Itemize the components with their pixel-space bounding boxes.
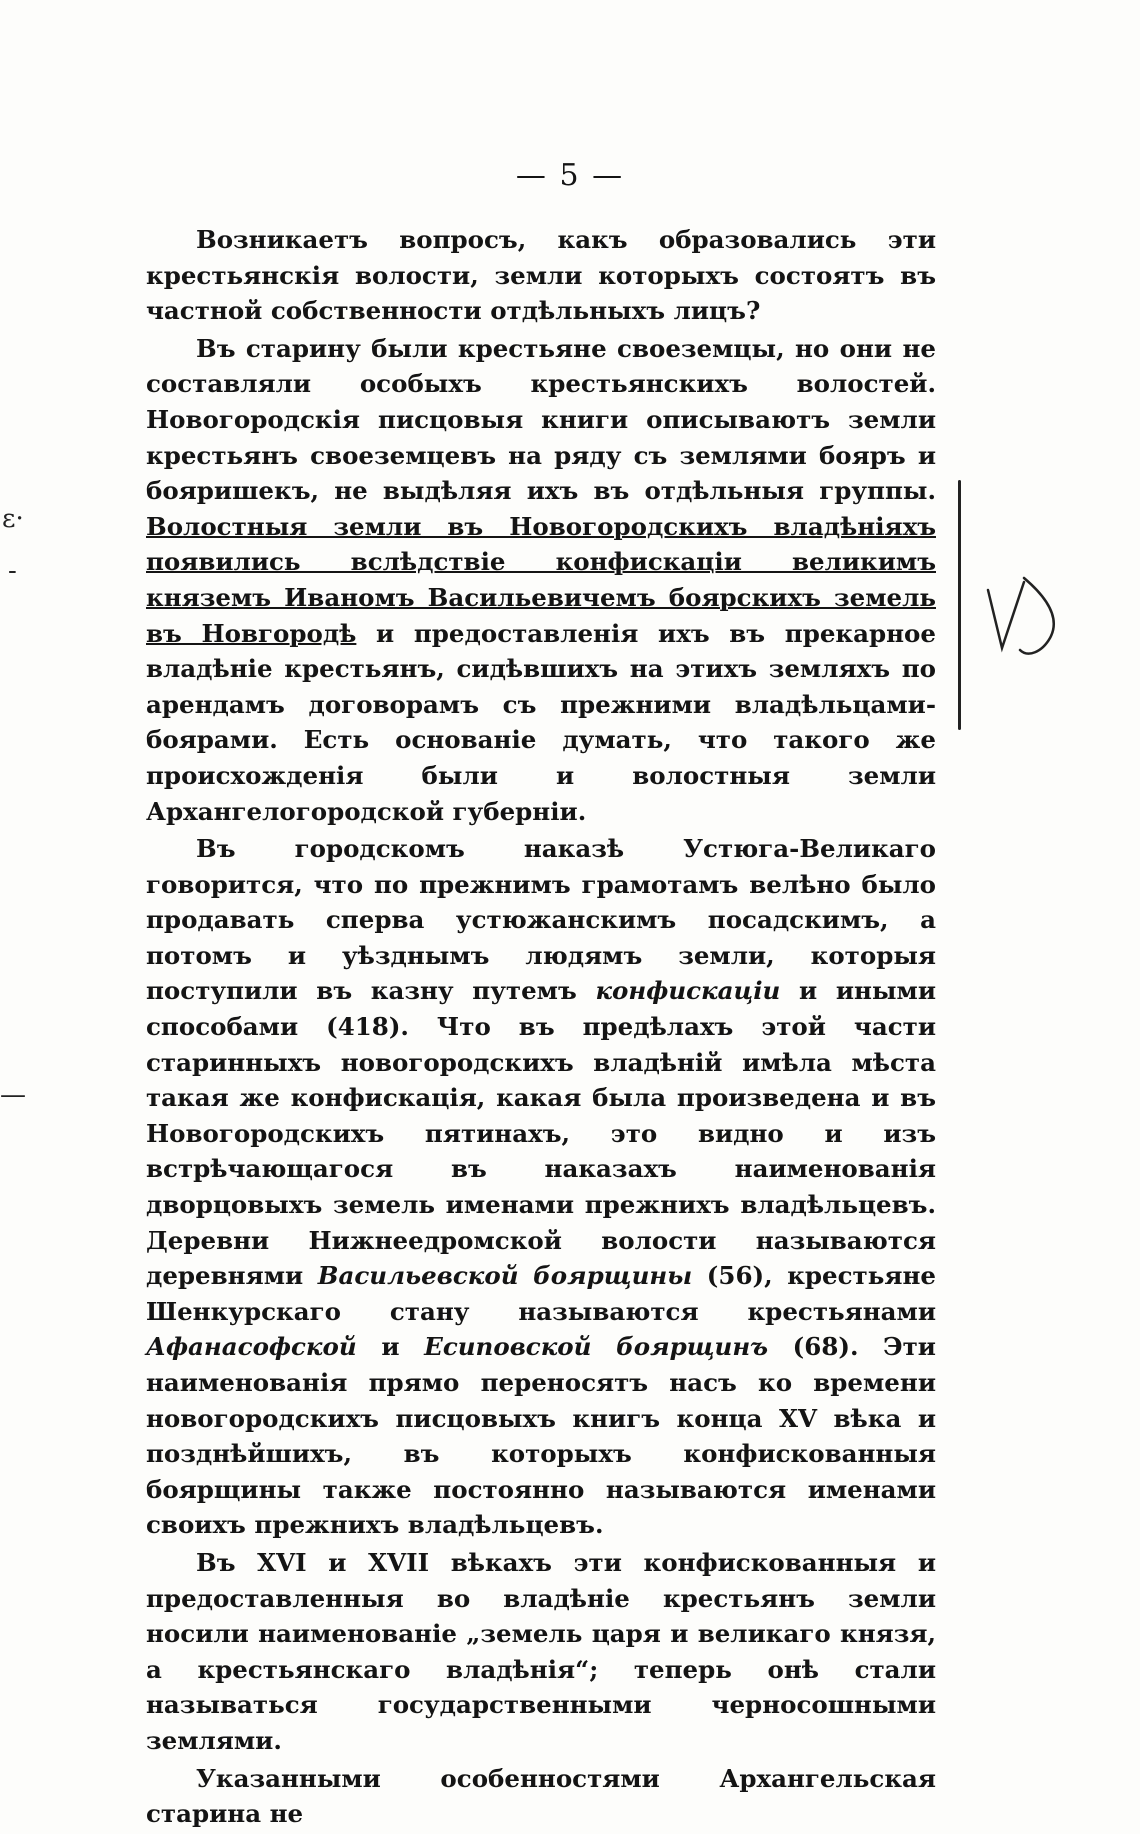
text-run: Указанными особенностями Архангельская старина не (146, 1763, 936, 1829)
italic-term: конфискаціи (595, 976, 781, 1006)
text-run: Возникаетъ вопросъ, какъ образовались эти крестьянскія волости, земли которыхъ состоятъ въ частной собственности отдѣльныхъ лицъ? (146, 225, 936, 326)
paragraph (146, 831, 936, 1543)
margin-rule-mark (958, 480, 961, 730)
paragraph (146, 1545, 936, 1759)
page-number: — 5 — (515, 158, 625, 193)
text-run: и (356, 1332, 425, 1362)
italic-term: Афанасофской (146, 1332, 357, 1362)
text-run: Въ XVI и XVII вѣкахъ эти конфискованныя и предоставленныя во владѣніе крестьянъ земли носили наименованіе „земель царя и великаго князя, а крестьянскаго владѣнія“; теперь онѣ стали называться государственными черносошными землями. (146, 1547, 936, 1755)
handwritten-margin-mark (980, 560, 1070, 670)
body-text (146, 222, 936, 1834)
paragraph (146, 331, 936, 829)
italic-term: Васильевской боярщины (317, 1261, 693, 1291)
text-run: (56), крестьяне Шенкурскаго стану называются крестьянами (146, 1261, 936, 1326)
text-run: и предоставленія ихъ въ прекарное владѣніе крестьянъ, сидѣвшихъ на этихъ земляхъ по арендамъ договорамъ съ прежними владѣльцами-боярами. Есть основаніе думать, что такого же происхожденія были и волостныя земли Архангелогородской губерніи. (146, 618, 936, 826)
left-mark: ɛ· (2, 504, 24, 534)
paragraph (146, 222, 936, 329)
left-mark: — (0, 1080, 26, 1110)
paragraph (146, 1761, 936, 1832)
underlined-passage: Волостныя земли въ Новогородскихъ владѣніяхъ появились вслѣдствіе конфискаціи великимъ княземъ Иваномъ Васильевичемъ боярскихъ земель въ Новгородѣ (146, 511, 936, 648)
left-mark: - (8, 556, 17, 586)
text-run: Въ старину были крестьяне своеземцы, но они не составляли особыхъ крестьянскихъ волостей. Новогородскія писцовыя книги описываютъ земли крестьянъ своеземцевъ на ряду съ землями бояръ и бояришекъ, не выдѣляя ихъ въ отдѣльныя группы. (146, 333, 936, 506)
italic-term: Есиповской боярщинъ (424, 1332, 769, 1362)
text-run: Въ городскомъ наказѣ Устюга-Великаго говорится, что по прежнимъ грамотамъ велѣно было продавать сперва устюжанскимъ посадскимъ, а потомъ и уѣзднымъ людямъ земли, которыя поступили въ казну путемъ (146, 834, 936, 1006)
text-run: и иными способами (418). Что въ предѣлахъ этой части старинныхъ новогородскихъ владѣній имѣла мѣста такая же конфискація, какая была произведена и въ Новогородскихъ пятинахъ, это видно и изъ встрѣчающагося въ наказахъ наименованія дворцовыхъ земель именами прежнихъ владѣльцевъ. Деревни Нижнеедромской волости называются деревнями (146, 976, 936, 1291)
text-run: (68). Эти наименованія прямо переносятъ насъ ко времени новогородскихъ писцовыхъ книгъ конца XV вѣка и позднѣйшихъ, въ которыхъ конфискованныя боярщины также постоянно называются именами своихъ прежнихъ владѣльцевъ. (146, 1332, 936, 1540)
